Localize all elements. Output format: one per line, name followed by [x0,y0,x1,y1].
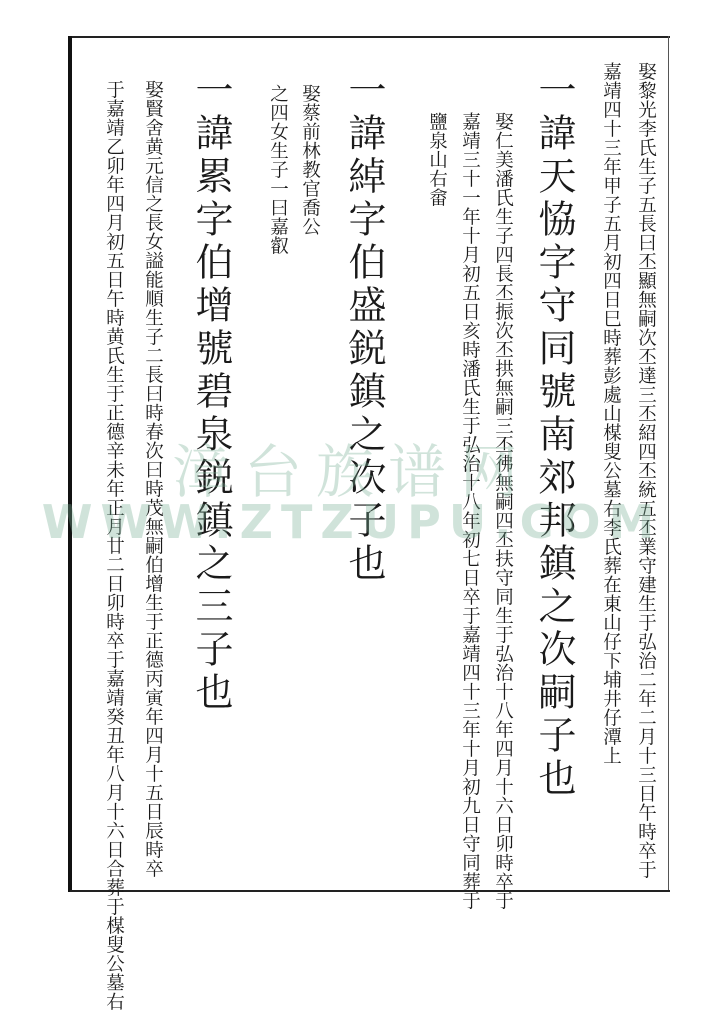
text-column-12: 于嘉靖乙卯年四月初五日午時黄氏生于正德辛未年正月廿二日卯時卒于嘉靖癸丑年八月十六日合葬于楳叟公墓右 [103,80,125,1011]
text-column-8: 娶蔡前林教官喬公 [299,84,321,236]
text-column-9: 之四女生子一曰嘉叡 [267,84,289,255]
top-border [70,36,670,38]
text-column-6: 鹽泉山右畲 [426,112,448,207]
text-column-11: 娶賢舍黄元信之長女謚能順生子二長曰時春次曰時茂無嗣伯增生于正德丙寅年四月十五日辰時卒 [142,80,164,878]
entry-heading-lei: 一諱累字伯增號碧泉鋭鎮之三子也 [189,70,233,715]
text-column-2: 嘉靖四十三年甲子五月初四日巳時葬彭處山楳叟公墓右李氏葬在東山仔下埔井仔潭上 [600,62,622,765]
entry-heading-tianxie: 一諱天恊字守同號南郊邦鎮之次嗣子也 [532,70,576,801]
entry-heading-chuo: 一諱綽字伯盛鋭鎮之次子也 [342,70,386,586]
text-column-5: 嘉靖三十一年十月初五日亥時潘氏生于弘治十八年初七日卒于嘉靖四十三年十月初九日守同葬于 [459,112,481,910]
text-column-1: 娶黎光李氏生子五長曰丕顯無嗣次丕達三丕紹四丕統五丕業守建生于弘治二年二月十三日午時卒于 [635,62,657,879]
watermark-url: WWW.ZTZUPU.COM [41,495,663,549]
bottom-border [70,890,670,892]
text-column-4: 娶仁美潘氏生子四長丕振次丕拱無嗣三丕彿無嗣四丕扶守同生于弘治十八年四月十六日卯時卒于 [492,112,514,910]
watermark-chinese: 漳台族谱网 [171,438,532,506]
